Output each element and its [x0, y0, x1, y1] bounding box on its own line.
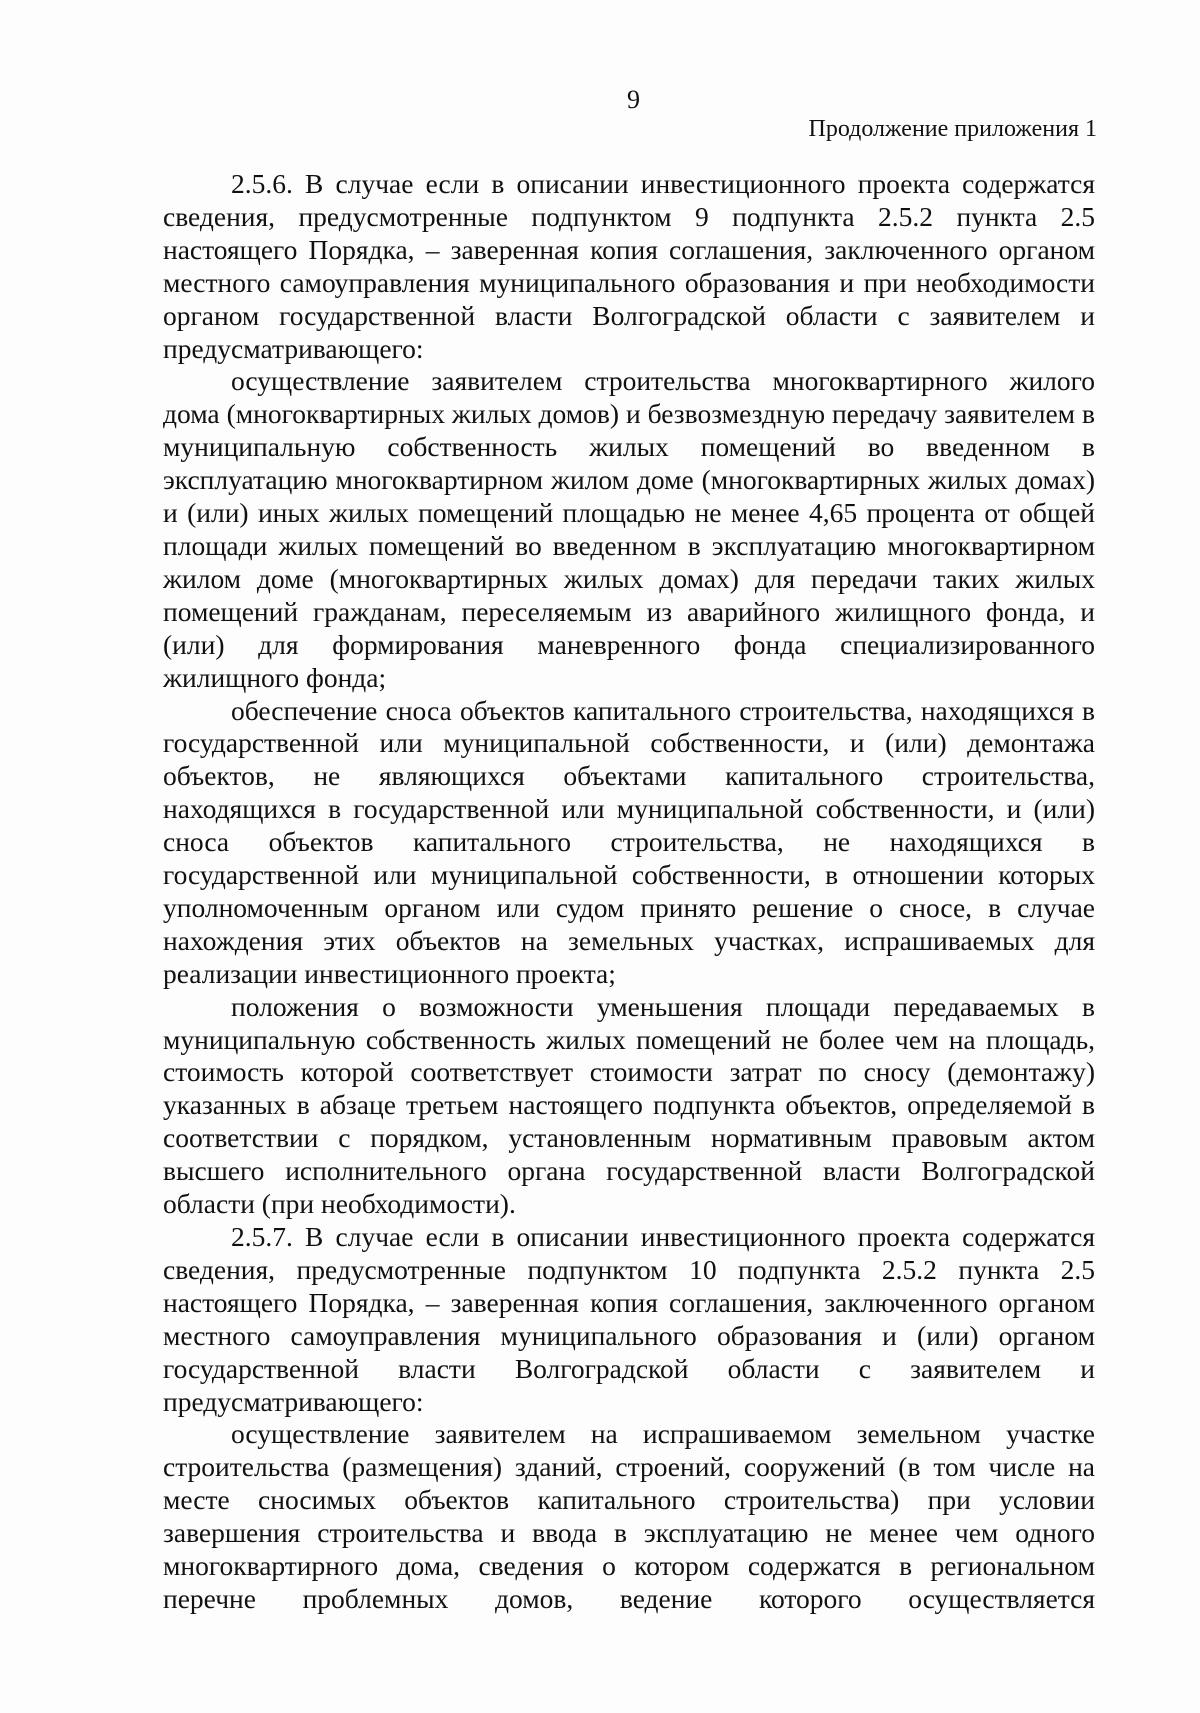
document-body [163, 168, 1095, 1616]
paragraph-land-plot-construction: осуществление заявителем на испрашиваемом земельном участке строительства (размещения) зданий, строений, сооружений (в том числе на месте сносимых объектов капитального строительства) при условии завершения строительства и ввода в эксплуатацию не менее чем одного многоквартирного дома, сведения о котором содержатся в региональном перечне проблемных домов, ведение которого осуществляется [163, 1418, 1095, 1614]
page-number: 9 [627, 85, 640, 114]
paragraph-2-5-6: 2.5.6. В случае если в описании инвестиционного проекта содержатся сведения, предусмотренные подпунктом 9 подпункта 2.5.2 пункта 2.5 настоящего Порядка, – заверенная копия соглашения, заключенного органом местного самоуправления муниципального образования и при необходимости органом государственной власти Волгоградской области с заявителем и предусматривающего: [163, 168, 1095, 364]
paragraph-demolition: обеспечение сноса объектов капитального строительства, находящихся в государственной или муниципальной собственности, и (или) демонтажа объектов, не являющихся объектами капитального строительства, находящихся в государственной или муниципальной собственности, и (или) сноса объектов капитального строительства, не находящихся в государственной или муниципальной собственности, в отношении которых уполномоченным органом или судом принято решение о сносе, в случае нахождения этих объектов на земельных участках, испрашиваемых для реализации инвестиционного проекта; [163, 694, 1095, 989]
paragraph-area-reduction: положения о возможности уменьшения площади передаваемых в муниципальную собственность жилых помещений не более чем на площадь, стоимость которой соответствует стоимости затрат по сносу (демонтажу) указанных в абзаце третьем настоящего подпункта объектов, определяемой в соответствии с порядком, установленным нормативным правовым актом высшего исполнительного органа государственной власти Волгоградской области (при необходимости). [163, 990, 1095, 1220]
appendix-continuation-note: Продолжение приложения 1 [808, 116, 1097, 142]
paragraph-2-5-7: 2.5.7. В случае если в описании инвестиционного проекта содержатся сведения, предусмотренные подпунктом 10 подпункта 2.5.2 пункта 2.5 настоящего Порядка, – заверенная копия соглашения, заключенного органом местного самоуправления муниципального образования и (или) органом государственной власти Волгоградской области с заявителем и предусматривающего: [163, 1221, 1095, 1417]
paragraph-apartment-construction: осуществление заявителем строительства многоквартирного жилого дома (многоквартирных жилых домов) и безвозмездную передачу заявителем в муниципальную собственность жилых помещений во введенном в эксплуатацию многоквартирном жилом доме (многоквартирных жилых домах) и (или) иных жилых помещений площадью не менее 4,65 процента от общей площади жилых помещений во введенном в эксплуатацию многоквартирном жилом доме (многоквартирных жилых домах) для передачи таких жилых помещений гражданам, переселяемым из аварийного жилищного фонда, и (или) для формирования маневренного фонда специализированного жилищного фонда; [163, 365, 1095, 693]
